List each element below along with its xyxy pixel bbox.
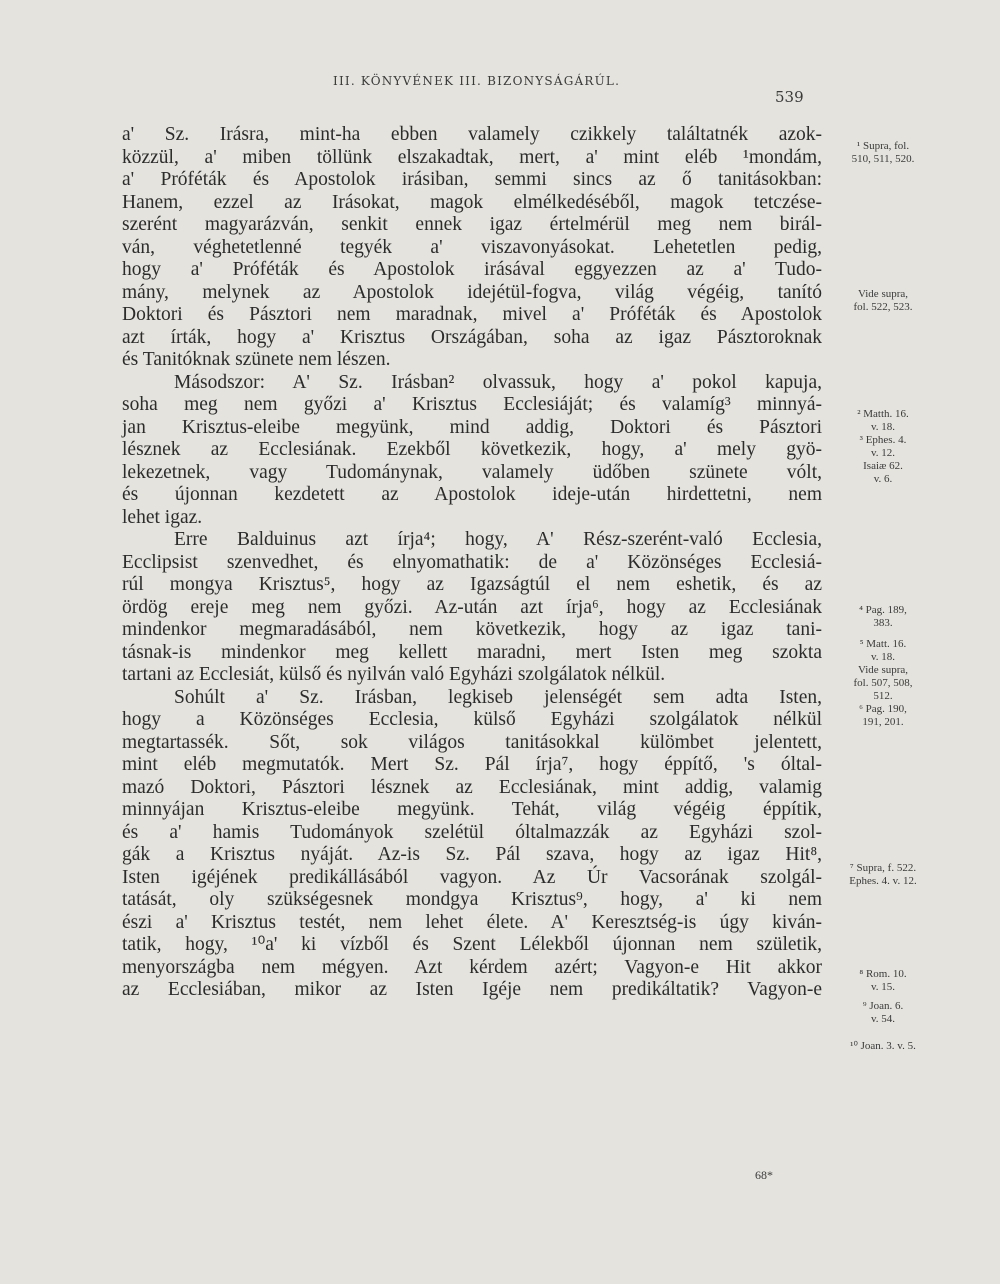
margin-line: ¹ Supra, fol.: [856, 140, 910, 152]
text-line: gák a Krisztus nyáját. Az-is Sz. Pál szava, hogy az igaz Hit⁸,: [122, 844, 822, 865]
margin-line: 383.: [873, 617, 893, 629]
text-line: Ecclipsist szenvedhet, és elnyomathatik: de a' Közönséges Ecclesiá-: [122, 551, 822, 573]
text-line: és újonnan kezdetett az Apostolok ideje-után hirdettetni, nem: [122, 484, 822, 505]
text-line: Erre Balduinus azt írja⁴; hogy, A' Rész-szerént-való Ecclesia,: [174, 529, 822, 550]
text-line: minnyájan Krisztus-eleibe megyünk. Tehát, világ végéig éppítik,: [122, 799, 822, 820]
text-line: a' Sz. Irásra, mint-ha ebben valamely czikkely találtatnék azok-: [122, 124, 822, 145]
body-text: [122, 124, 822, 1002]
text-line: tásnak-is mindenkor meg kellett maradni, mert Isten meg szokta: [122, 641, 822, 663]
text-line: ördög ereje meg nem győzi. Az-után azt írja⁶, hogy az Ecclesiának: [122, 596, 822, 618]
margin-line: ³ Ephes. 4.: [859, 434, 907, 446]
text-line: jan Krisztus-eleibe megyünk, mind addig, Doktori és Pásztori: [122, 416, 822, 438]
text-line: és a' hamis Tudományok szelétül óltalmazzák az Egyházi szol-: [122, 821, 822, 843]
margin-line: v. 12.: [870, 447, 896, 459]
text-line: soha meg nem győzi a' Krisztus Ecclesiáját; és valamíg³ minnyá-: [122, 394, 822, 415]
text-line: hogy a' Próféták és Apostolok irásával eggyezzen az a' Tudo-: [122, 259, 822, 280]
margin-line: fol. 507, 508,: [853, 677, 913, 689]
margin-line: v. 15.: [870, 981, 896, 993]
margin-line: ⁷ Supra, f. 522.: [849, 862, 917, 874]
margin-line: Isaiæ 62.: [863, 460, 903, 472]
text-line: mazó Doktori, Pásztori lésznek az Ecclesiának, mint addig, valamig: [122, 776, 822, 798]
text-line: tartani az Ecclesiát, külső és nyilván való Egyházi szolgálatok nélkül.: [122, 664, 666, 685]
text-line: mindenkor megmaradásából, nem következik, hogy az igaz tani-: [122, 619, 822, 640]
running-header: III. KÖNYVÉNEK III. BIZONYSÁGÁRÚL.: [333, 74, 621, 88]
margin-line: 510, 511, 520.: [851, 153, 915, 165]
margin-line: ⁸ Rom. 10.: [859, 968, 907, 980]
text-line: ván, véghetetlenné tegyék a' viszavonyásokat. Lehetetlen pedig,: [122, 236, 822, 258]
margin-line: Ephes. 4. v. 12.: [849, 875, 917, 887]
margin-line: Vide supra,: [857, 664, 909, 676]
margin-line: ⁶ Pag. 190,: [859, 703, 907, 715]
margin-note: [828, 604, 938, 729]
signature-mark: 68*: [755, 1168, 773, 1182]
text-line: azt írták, hogy a' Krisztus Országában, soha az igaz Pásztoroknak: [122, 326, 822, 348]
text-line: hogy a Közönséges Ecclesia, külső Egyházi szolgálatok nélkül: [122, 709, 822, 730]
text-line: észi a' Krisztus testét, nem lehet élete. A' Keresztség-is úgy kiván-: [122, 911, 822, 933]
margin-line: 191, 201.: [862, 716, 904, 728]
margin-line: Vide supra,: [857, 288, 909, 300]
margin-line: fol. 522, 523.: [853, 301, 913, 313]
text-line: Sohúlt a' Sz. Irásban, legkiseb jelenségét sem adta Isten,: [174, 686, 822, 708]
margin-line: ⁹ Joan. 6.: [862, 1000, 904, 1012]
margin-line: 512.: [873, 690, 893, 702]
text-line: Hanem, ezzel az Irásokat, magok elmélkedéséből, magok tetczése-: [122, 191, 822, 213]
text-line: szerént magyarázván, senkit ennek igaz értelmérül meg nem birál-: [122, 214, 822, 235]
margin-note: [828, 288, 938, 314]
margin-line: ¹⁰ Joan. 3. v. 5.: [850, 1040, 916, 1052]
text-line: mint eléb megmutatók. Mert Sz. Pál írja⁷, hogy éppítő, 's óltal-: [122, 754, 822, 775]
margin-line: ² Matth. 16.: [857, 408, 909, 420]
text-line: lehet igaz.: [122, 506, 203, 528]
text-line: az Ecclesiában, mikor az Isten Igéje nem predikáltatik? Vagyon-e: [122, 979, 822, 1000]
page-number: 539: [775, 88, 804, 106]
text-line: lekezetnek, vagy Tudománynak, valamely üdőben szünete vólt,: [122, 461, 822, 483]
text-line: mány, melynek az Apostolok idejétül-fogva, világ végéig, tanító: [122, 281, 822, 303]
text-line: tatik, hogy, ¹⁰a' ki vízből és Szent Lélekből újonnan nem születik,: [122, 934, 822, 955]
margin-line: v. 18.: [870, 421, 896, 433]
margin-line: v. 18.: [870, 651, 896, 663]
text-line: közzül, a' miben töllünk elszakadtak, mert, a' mint eléb ¹mondám,: [122, 146, 822, 168]
text-line: menyországba nem mégyen. Azt kérdem azért; Vagyon-e Hit akkor: [122, 956, 822, 978]
text-line: Doktori és Pásztori nem maradnak, mivel a' Próféták és Apostolok: [122, 304, 822, 325]
text-line: és Tanitóknak szünete nem lészen.: [122, 349, 391, 370]
margin-note: [828, 862, 938, 888]
margin-note: [828, 140, 938, 166]
text-line: Isten igéjének predikállásából vagyon. Az Úr Vacsorának szolgál-: [122, 866, 822, 888]
text-line: megtartassék. Sőt, sok világos tanitásokkal külömbet jelentett,: [122, 731, 822, 753]
text-line: rúl mongya Krisztus⁵, hogy az Igazságtúl el nem eshetik, és az: [122, 574, 822, 595]
margin-note: [828, 408, 938, 486]
margin-line: v. 6.: [873, 473, 893, 485]
margin-line: ⁵ Matt. 16.: [859, 638, 907, 650]
text-line: Másodszor: A' Sz. Irásban² olvassuk, hogy a' pokol kapuja,: [174, 371, 822, 393]
margin-note: [828, 968, 938, 1053]
margin-line: ⁴ Pag. 189,: [859, 604, 907, 616]
text-line: a' Próféták és Apostolok irásiban, semmi sincs az ő tanitásokban:: [122, 169, 822, 190]
text-line: lésznek az Ecclesiának. Ezekből következik, hogy, a' mely gyö-: [122, 439, 822, 460]
text-line: tatását, oly szükségesnek mondgya Krisztus⁹, hogy, a' ki nem: [122, 889, 822, 910]
margin-line: v. 54.: [870, 1013, 896, 1025]
